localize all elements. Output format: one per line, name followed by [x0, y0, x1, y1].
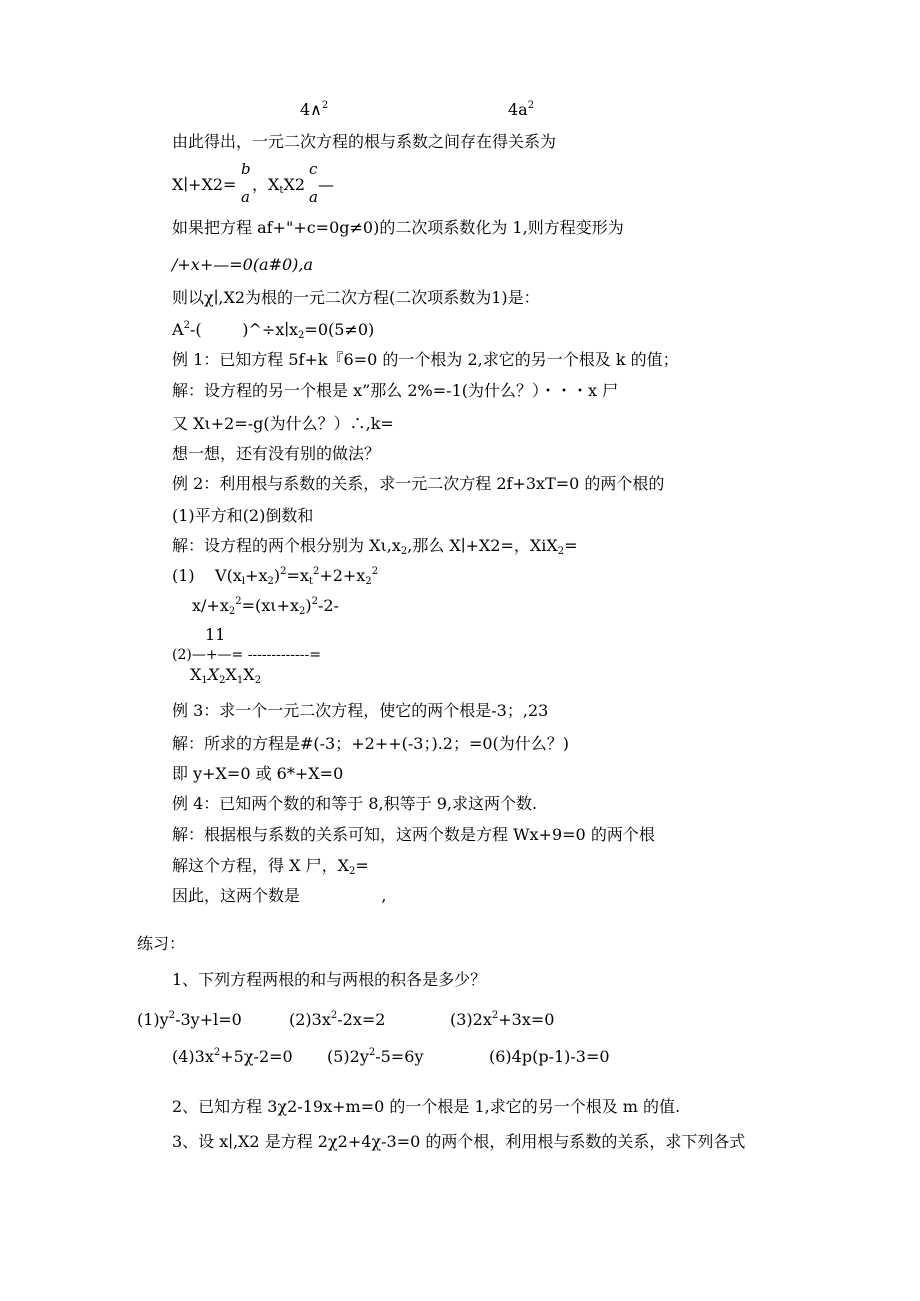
reciprocal-numerators: 11 [205, 625, 226, 644]
text-fragment: (4)3x [172, 1047, 214, 1066]
text-fragment: =0(5≠0) [304, 320, 375, 339]
text-line-6 [172, 320, 375, 341]
fraction-1-denominator: a [241, 188, 250, 206]
text-fragment: x∕+x [192, 596, 229, 615]
dash-fragment: — [318, 175, 334, 194]
text-fragment: (1) V(x [172, 566, 242, 585]
example-4-conclusion: 因此，这两个数是 , [172, 886, 387, 905]
subscript: 2 [298, 606, 306, 617]
superscript: 2 [168, 1010, 176, 1021]
text-fragment: 解：设方程的两个根分别为 Xι,x [172, 536, 401, 555]
subscript: l [241, 576, 246, 587]
text-fragment: -5=6y [375, 1047, 424, 1066]
text-fragment: X [207, 665, 220, 684]
square-sum-expand [192, 596, 339, 617]
subscript: 2 [228, 606, 236, 617]
text-fragment: (2)3x [289, 1010, 331, 1029]
text-fragment: X [243, 665, 255, 684]
exercise-1-item-2 [289, 1012, 385, 1028]
vieta-product-part [252, 175, 306, 196]
example-2-subtitle: (1)平方和(2)倒数和 [172, 506, 314, 525]
subscript: t [308, 576, 313, 587]
example-1-solution-cont: 又 Xι+2=-g(为什么？）∴,k= [172, 414, 394, 433]
subscript: 2 [298, 330, 305, 341]
example-3-solution: 解：所求的方程是#(-3；+2++(-3；).2；=0(为什么？) [172, 734, 570, 753]
text-fragment: +3x=0 [498, 1010, 555, 1029]
superscript: 2 [312, 566, 320, 577]
text-fragment: A [172, 320, 184, 339]
text-fragment: 解这个方程，得 X 尸，X [172, 856, 349, 875]
subscript: 2 [365, 576, 372, 587]
reciprocal-sum-line: (2)—+—= -------------= [172, 647, 321, 663]
subscript: 2 [400, 546, 408, 557]
text-fragment: X2 [283, 175, 306, 194]
subscript: 1 [201, 675, 208, 686]
top-left-expression [300, 102, 328, 118]
example-4-solution: 解：根据根与系数的关系可知，这两个数是方程 Wx+9=0 的两个根 [172, 825, 655, 844]
fraction-2-denominator: a [309, 188, 318, 206]
example-3-answer: 即 y+X=0 或 6*+X=0 [172, 764, 344, 783]
text-fragment: +5χ-2=0 [220, 1047, 293, 1066]
text-fragment: X [190, 665, 202, 684]
exercise-3-question: 3、设 x∣,X2 是方程 2χ2+4χ-3=0 的两个根，利用根与系数的关系，求下列各式 [172, 1132, 746, 1151]
exercise-heading: 练习： [137, 934, 186, 953]
exercise-1-item-5 [327, 1049, 423, 1065]
text-fragment: = [355, 856, 369, 875]
text-fragment: = [564, 536, 578, 555]
text-line-4: ∕+x+—=0(a#0),a [172, 255, 314, 274]
subscript: 2 [219, 675, 226, 686]
superscript: 2 [183, 320, 190, 331]
exercise-2-question: 2、已知方程 3χ2-19x+m=0 的一个根是 1,求它的另一个根及 m 的值. [172, 1097, 681, 1116]
example-3-title: 例 3：求一个一元二次方程，使它的两个根是-3；,23 [172, 701, 549, 720]
text-fragment: (3)2x [450, 1010, 492, 1029]
superscript: 2 [371, 566, 379, 577]
text-fragment: 4a [508, 100, 528, 119]
superscript: 2 [330, 1010, 338, 1021]
text-fragment: -( )^÷x∣x [189, 320, 299, 339]
superscript: 2 [368, 1047, 376, 1058]
superscript: 2 [527, 100, 535, 111]
text-fragment: -2- [317, 596, 339, 615]
exercise-1-question: 1、下列方程两根的和与两根的积各是多少？ [172, 970, 487, 989]
subscript: 1 [236, 675, 244, 686]
text-fragment: (1)y [137, 1010, 169, 1029]
text-line-3: 如果把方程 af+"+c=0g≠0)的二次项系数化为 1,则方程变形为 [172, 218, 624, 237]
example-2-solution [172, 536, 578, 557]
example-1-solution: 解：设方程的另一个根是 x”那么 2%=-1(为什么？）・・・x 尸 [172, 381, 619, 400]
vieta-formula-line [172, 177, 236, 193]
fraction-1-numerator: b [241, 160, 251, 178]
text-line-1: 由此得出，一元二次方程的根与系数之间存在得关系为 [172, 132, 557, 151]
text-fragment: ,那么 X∣+X2=，XiX [407, 536, 558, 555]
text-fragment: (5)2y [327, 1047, 369, 1066]
superscript: 2 [235, 596, 242, 607]
square-sum-line [172, 566, 379, 587]
superscript: 2 [213, 1047, 221, 1058]
top-right-expression [508, 102, 534, 118]
subscript: 2 [267, 576, 274, 587]
reciprocal-denominators [190, 665, 262, 686]
example-2-title: 例 2：利用根与系数的关系，求一元二次方程 2f+3xT=0 的两个根的 [172, 474, 665, 493]
subscript: 2 [254, 675, 262, 686]
text-fragment: +x [245, 566, 268, 585]
text-fragment: =x [286, 566, 309, 585]
exercise-1-item-6: (6)4p(p-1)-3=0 [489, 1047, 610, 1066]
superscript: 2 [311, 596, 318, 607]
text-fragment: 4∧ [300, 100, 322, 119]
fraction-2-numerator: c [309, 160, 318, 178]
text-fragment: ，X [252, 175, 280, 194]
subscript: 2 [348, 866, 356, 877]
text-fragment: -2x=2 [337, 1010, 386, 1029]
text-fragment: -3y+l=0 [175, 1010, 242, 1029]
example-1-title: 例 1：已知方程 5f+k『6=0 的一个根为 2,求它的另一个根及 k 的值； [172, 350, 679, 369]
subscript: 2 [557, 546, 565, 557]
text-fragment: X∣+X2= [172, 175, 237, 194]
superscript: 2 [280, 566, 287, 577]
exercise-1-item-4 [172, 1049, 293, 1065]
text-fragment: ) [305, 596, 312, 615]
text-fragment: X [225, 665, 237, 684]
superscript: 2 [321, 100, 329, 111]
text-fragment: ) [273, 566, 281, 585]
exercise-1-item-1 [137, 1012, 242, 1028]
text-fragment: +2+x [319, 566, 366, 585]
subscript: t [279, 185, 284, 196]
example-4-solve [172, 856, 369, 877]
think-line: 想一想，还有没有别的做法？ [172, 444, 381, 463]
exercise-1-item-3 [450, 1012, 554, 1028]
text-line-5: 则以χ∣,X2为根的一元二次方程(二次项系数为1)是： [172, 288, 540, 307]
superscript: 2 [491, 1010, 499, 1021]
text-fragment: =(xι+x [241, 596, 299, 615]
example-4-title: 例 4：已知两个数的和等于 8,积等于 9,求这两个数. [172, 794, 538, 813]
